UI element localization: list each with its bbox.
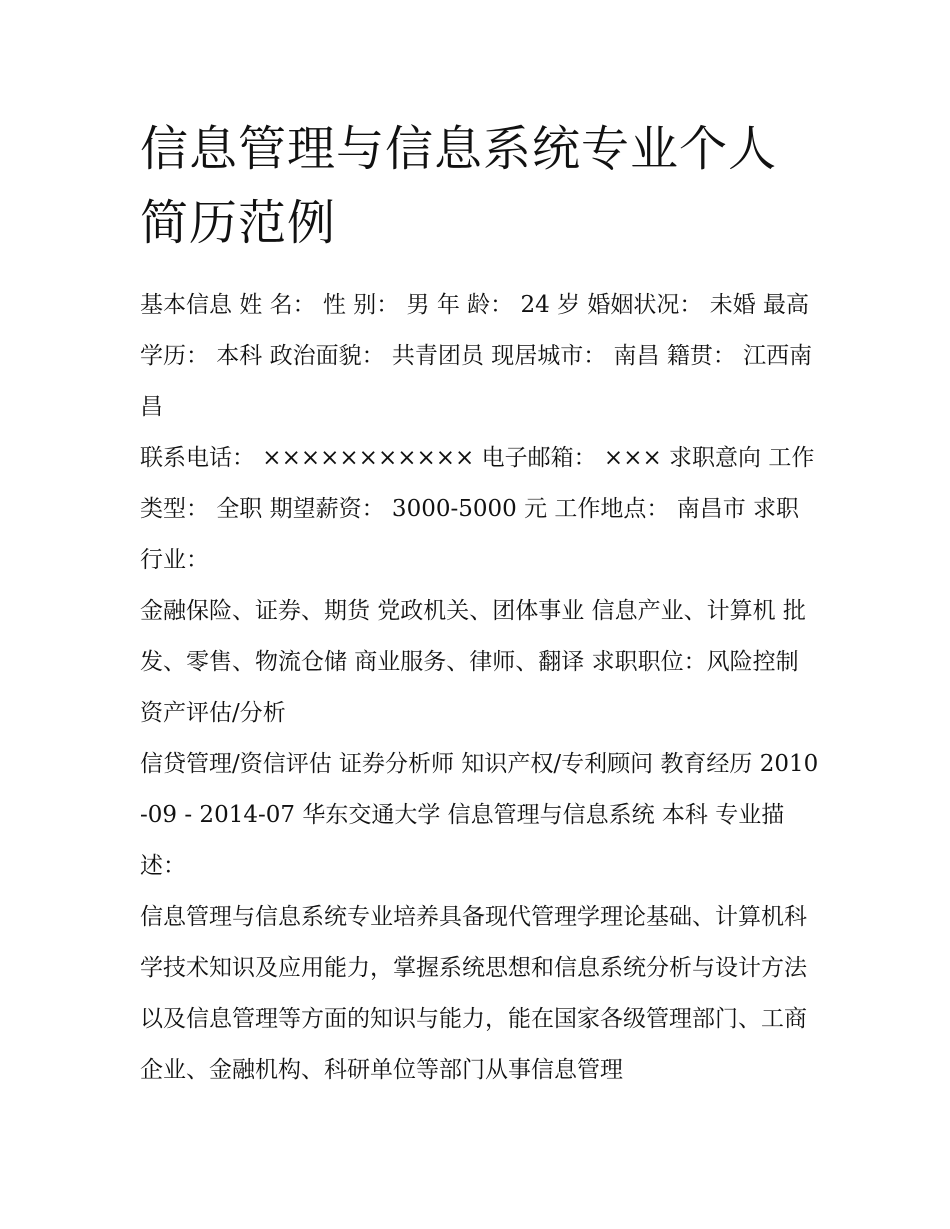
paragraph-contact-intent: 联系电话： ××××××××××× 电子邮箱： ××× 求职意向 工作类型： 全职 期望薪资： 3000-5000 元 工作地点： 南昌市 求职行业：	[140, 445, 815, 573]
paragraph-major-description: 信息管理与信息系统专业培养具备现代管理学理论基础、计算机科学技术知识及应用能力，掌握系统思想和信息系统分析与设计方法以及信息管理等方面的知识与能力，能在国家各级管理部门、工商企业、金融机构、科研单位等部门从事信息管理	[140, 904, 807, 1083]
document-title: 信息管理与信息系统专业个人简历范例	[140, 121, 778, 251]
paragraph-industries: 金融保险、证券、期货 党政机关、团体事业 信息产业、计算机 批发、零售、物流仓储 商业服务、律师、翻译 求职职位：风险控制 资产评估/分析	[140, 598, 806, 726]
paragraph-positions-education: 信贷管理/资信评估 证券分析师 知识产权/专利顾问 教育经历 2010-09 - 2014-07 华东交通大学 信息管理与信息系统 本科 专业描述：	[140, 751, 819, 879]
paragraph-basic-info: 基本信息 姓 名： 性 别： 男 年 龄： 24 岁 婚姻状况： 未婚 最高学历： 本科 政治面貌： 共青团员 现居城市： 南昌 籍贯： 江西南昌	[140, 292, 813, 420]
document-body	[140, 280, 820, 1096]
